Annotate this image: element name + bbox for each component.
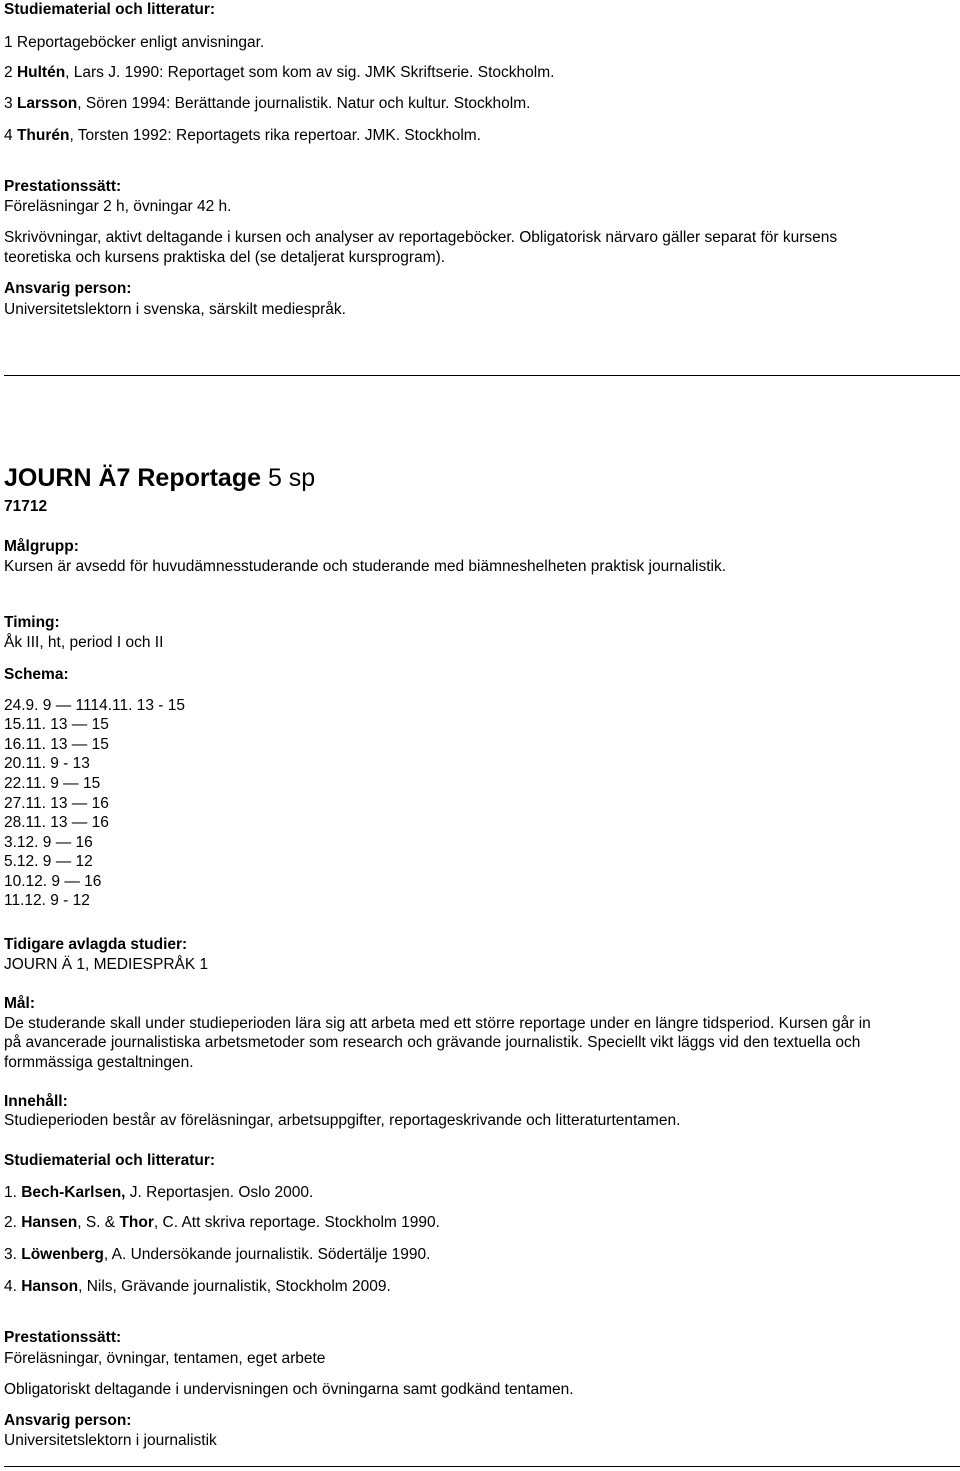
section-divider — [4, 1466, 960, 1467]
ansvarig-text: Universitetslektorn i journalistik — [4, 1432, 217, 1449]
schema-item: 22.11. 9 — 15 — [4, 775, 101, 792]
prestationssatt-heading: Prestationssätt: — [4, 1329, 122, 1346]
tidigare-text: JOURN Ä 1, MEDIESPRÅK 1 — [4, 956, 209, 973]
schema-item: 16.11. 13 — 15 — [4, 736, 109, 753]
schema-item: 15.11. 13 — 15 — [4, 716, 109, 733]
literature-item: 2. Hansen, S. & Thor, C. Att skriva reportage. Stockholm 1990. — [4, 1214, 440, 1231]
tidigare-heading: Tidigare avlagda studier: — [4, 936, 188, 953]
schema-item: 5.12. 9 — 12 — [4, 853, 93, 870]
prestationssatt-text: Föreläsningar, övningar, tentamen, eget arbete — [4, 1350, 326, 1367]
malgrupp-text: Kursen är avsedd för huvudämnesstuderande och studerande med biämneshelheten praktisk journalistik. — [4, 558, 727, 575]
literature-item: 3. Löwenberg, A. Undersökande journalistik. Södertälje 1990. — [4, 1246, 431, 1263]
malgrupp-heading: Målgrupp: — [4, 538, 79, 555]
innehall-heading: Innehåll: — [4, 1093, 68, 1110]
timing-heading: Timing: — [4, 614, 60, 631]
schema-item: 10.12. 9 — 16 — [4, 873, 102, 890]
prestationssatt-text: teoretiska och kursens praktiska del (se detaljerat kursprogram). — [4, 249, 446, 266]
ansvarig-heading: Ansvarig person: — [4, 280, 132, 297]
literature-item: 1. Bech-Karlsen, J. Reportasjen. Oslo 2000. — [4, 1184, 314, 1201]
ansvarig-heading: Ansvarig person: — [4, 1412, 132, 1429]
schema-item: 11.12. 9 - 12 — [4, 892, 90, 909]
literature-item: 4 Thurén, Torsten 1992: Reportagets rika repertoar. JMK. Stockholm. — [4, 127, 481, 144]
prestationssatt-text: Föreläsningar 2 h, övningar 42 h. — [4, 198, 232, 215]
literature-heading: Studiematerial och litteratur: — [4, 1, 216, 18]
mal-text: på avancerade journalistiska arbetsmetoder som research och grävande journalistik. Speciellt vikt läggs vid den textuella och — [4, 1034, 861, 1051]
schema-item: 27.11. 13 — 16 — [4, 795, 109, 812]
schema-item: 3.12. 9 — 16 — [4, 834, 93, 851]
prestationssatt-heading: Prestationssätt: — [4, 178, 122, 195]
course-code: 71712 — [4, 498, 48, 515]
mal-text: formmässiga gestaltningen. — [4, 1054, 194, 1071]
literature-item: 1 Reportageböcker enligt anvisningar. — [4, 34, 265, 51]
schema-heading: Schema: — [4, 666, 69, 683]
innehall-text: Studieperioden består av föreläsningar, arbetsuppgifter, reportageskrivande och litteraturtentamen. — [4, 1112, 681, 1129]
ansvarig-text: Universitetslektorn i svenska, särskilt mediespråk. — [4, 301, 346, 318]
timing-text: Åk III, ht, period I och II — [4, 634, 164, 651]
schema-item: 24.9. 9 — 1114.11. 13 - 15 — [4, 697, 185, 714]
section-divider — [4, 375, 960, 376]
obligatoriskt-text: Obligatoriskt deltagande i undervisningen och övningarna samt godkänd tentamen. — [4, 1381, 574, 1398]
mal-text: De studerande skall under studieperioden lära sig att arbeta med ett större reportage under en längre tidsperiod. Kursen går in — [4, 1015, 871, 1032]
literature-item: 3 Larsson, Sören 1994: Berättande journalistik. Natur och kultur. Stockholm. — [4, 95, 531, 112]
literature-item: 2 Hultén, Lars J. 1990: Reportaget som kom av sig. JMK Skriftserie. Stockholm. — [4, 64, 555, 81]
schema-item: 28.11. 13 — 16 — [4, 814, 109, 831]
mal-heading: Mål: — [4, 995, 35, 1012]
prestationssatt-text: Skrivövningar, aktivt deltagande i kursen och analyser av reportageböcker. Obligatorisk närvaro gäller separat för kursens — [4, 229, 838, 246]
course-title: JOURN Ä7 Reportage 5 sp — [4, 464, 316, 492]
schema-item: 20.11. 9 - 13 — [4, 755, 90, 772]
literature-heading: Studiematerial och litteratur: — [4, 1152, 216, 1169]
literature-item: 4. Hanson, Nils, Grävande journalistik, Stockholm 2009. — [4, 1278, 391, 1295]
